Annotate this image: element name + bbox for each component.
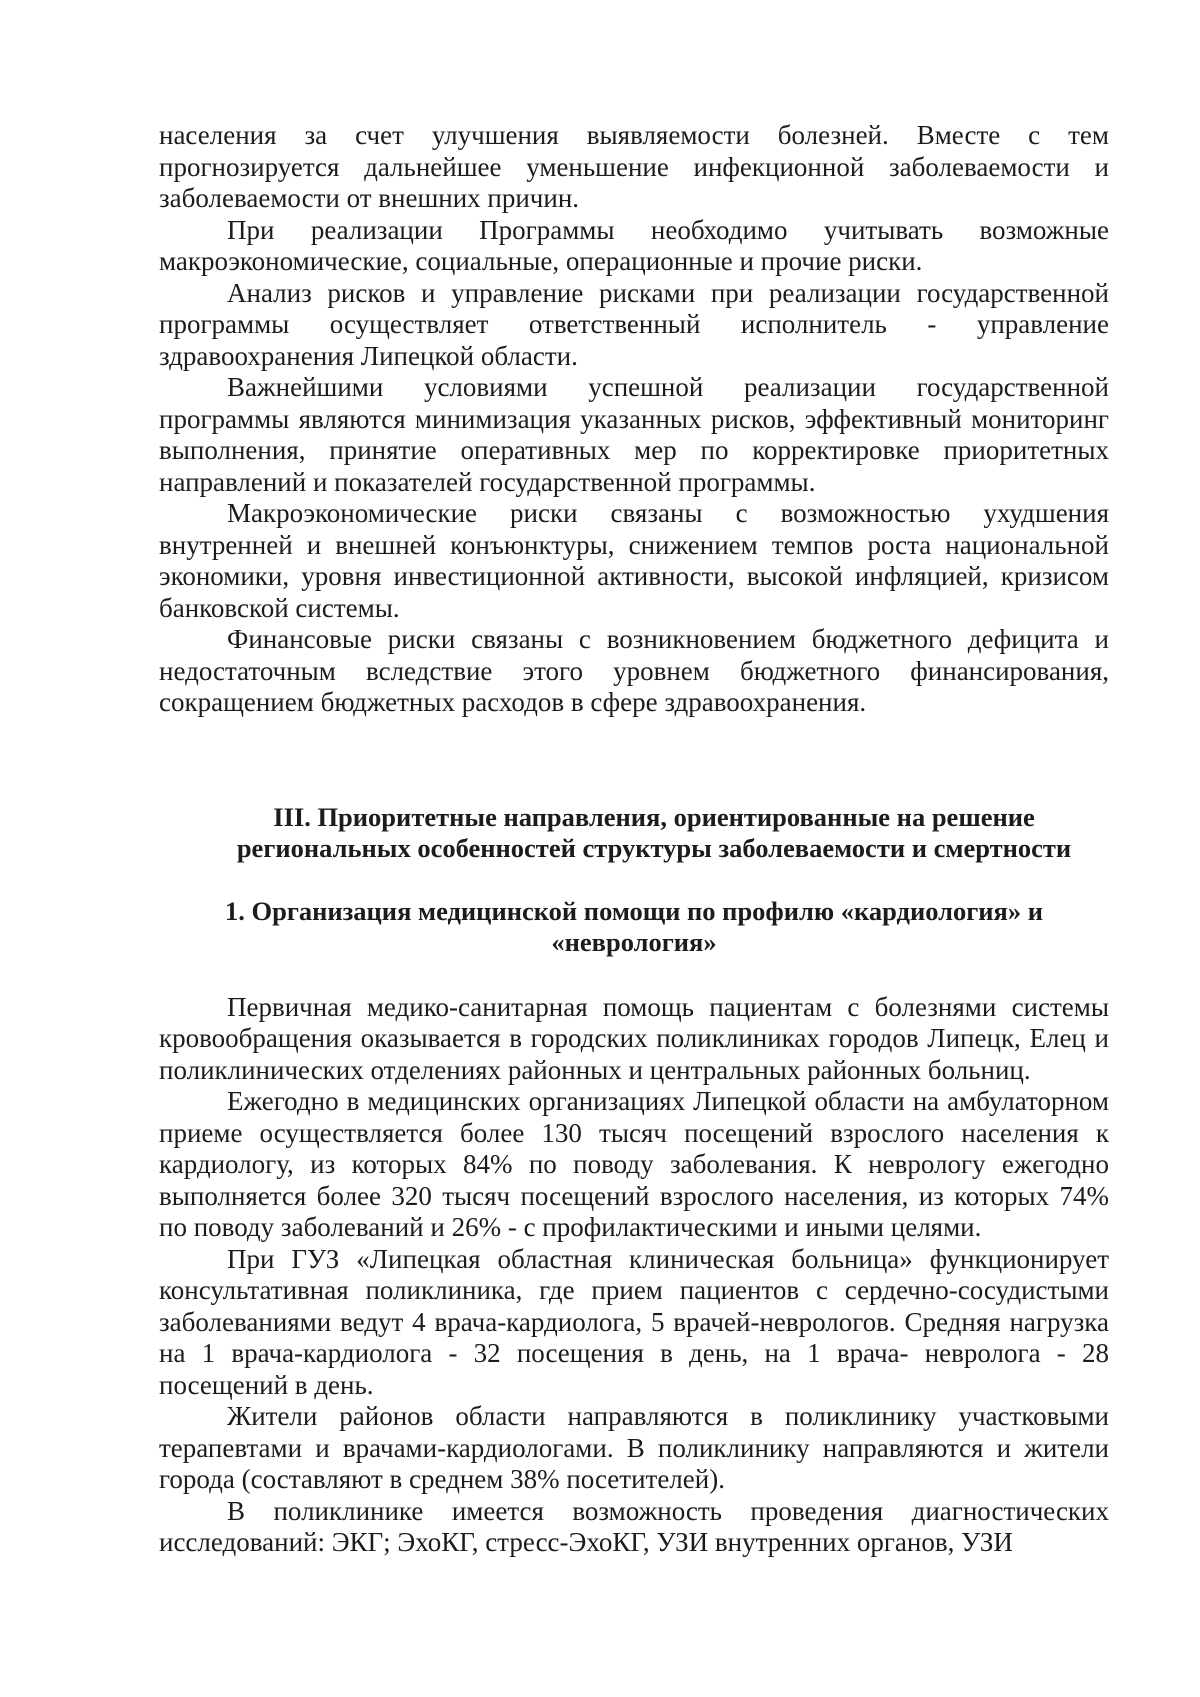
section-heading bbox=[159, 802, 1109, 865]
paragraph-key-conditions: Важнейшими условиями успешной реализации государственной программы являются минимизация указанных рисков, эффективный мониторинг выполнения, принятие оперативных мер по корректировке приоритетных направлений и показателей государственной программы. bbox=[159, 372, 1109, 497]
paragraph-diagnostics: В поликлинике имеется возможность проведения диагностических исследований: ЭКГ; ЭхоКГ, стресс-ЭхоКГ, УЗИ внутренних органов, УЗИ bbox=[159, 1495, 1109, 1557]
paragraph-referrals: Жители районов области направляются в поликлинику участковыми терапевтами и врачами-кардиологами. В поликлинику направляются и жители города (составляют в среднем 38% посетителей). bbox=[159, 1401, 1109, 1494]
paragraph-macro-risks: Макроэкономические риски связаны с возможностью ухудшения внутренней и внешней конъюнктуры, снижением темпов роста национальной экономики, уровня инвестиционной активности, высокой инфляцией, кризисом банковской системы. bbox=[159, 498, 1109, 623]
paragraph-risk-analysis: Анализ рисков и управление рисками при реализации государственной программы осуществляет ответственный исполнитель - управление здравоохранения Липецкой области. bbox=[159, 277, 1109, 371]
section-heading-line-1: III. Приоритетные направления, ориентированные на решение bbox=[273, 801, 1035, 832]
paragraph-consultative-clinic: При ГУЗ «Липецкая областная клиническая больница» функционирует консультативная поликлиника, где прием пациентов с сердечно-сосудистыми заболеваниями ведут 4 врача-кардиолога, 5 врачей-неврологов. Средняя нагрузка на 1 врача-кардиолога - 32 посещения в день, на 1 врача- невролога - 28 посещений в день. bbox=[159, 1243, 1109, 1400]
document-body bbox=[159, 120, 1109, 1559]
section-heading-line-2: региональных особенностей структуры заболеваемости и смертности bbox=[236, 833, 1072, 863]
paragraph-financial-risks: Финансовые риски связаны с возникновением бюджетного дефицита и недостаточным вследствие этого уровнем бюджетного финансирования, сокращением бюджетных расходов в сфере здравоохранения. bbox=[159, 624, 1109, 717]
paragraph-risks-intro: При реализации Программы необходимо учитывать возможные макроэкономические, социальные, операционные и прочие риски. bbox=[159, 214, 1109, 276]
paragraph-primary-care: Первичная медико-санитарная помощь пациентам с болезнями системы кровообращения оказывается в городских поликлиниках городов Липецк, Елец и поликлинических отделениях районных и центральных районных больниц. bbox=[159, 991, 1109, 1085]
subsection-heading-line-1: 1. Организация медицинской помощи по профилю «кардиология» и bbox=[224, 895, 1044, 926]
paragraph-annual-visits: Ежегодно в медицинских организациях Липецкой области на амбулаторном приеме осуществляется более 130 тысяч посещений взрослого населения к кардиологу, из которых 84% по поводу заболевания. К неврологу ежегодно выполняется более 320 тысяч посещений взрослого населения, из которых 74% по поводу заболеваний и 26% - с профилактическими и иными целями. bbox=[159, 1086, 1109, 1242]
paragraph-continuation: населения за счет улучшения выявляемости болезней. Вместе с тем прогнозируется дальнейшее уменьшение инфекционной заболеваемости и заболеваемости от внешних причин. bbox=[159, 120, 1109, 213]
subsection-heading bbox=[159, 896, 1109, 959]
subsection-heading-line-2: «неврология» bbox=[551, 927, 717, 957]
